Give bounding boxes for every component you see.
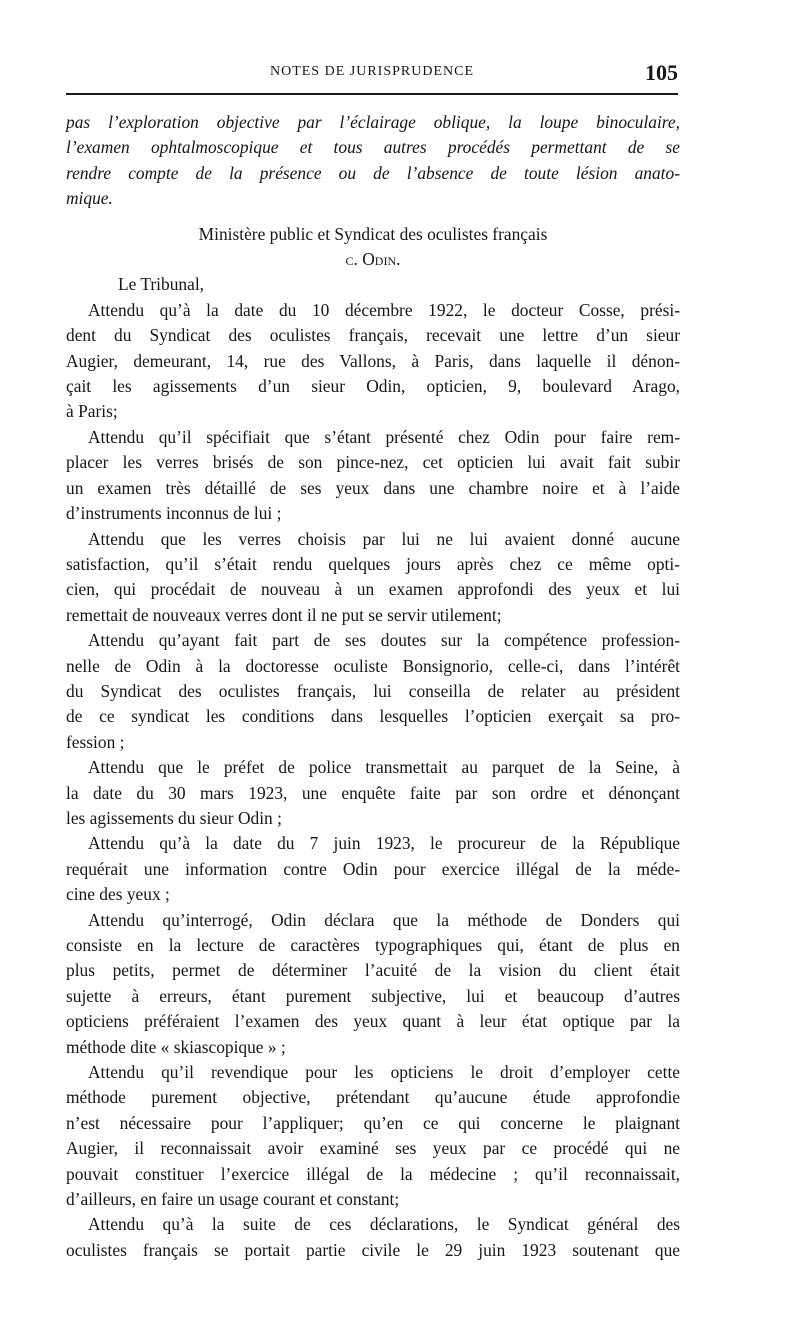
text-line: çait les agissements d’un sieur Odin, opticien, 9, boulevard Arago,: [66, 376, 680, 397]
text-line: Augier, il reconnaissait avoir examiné ses yeux par ce procédé qui ne: [66, 1138, 680, 1159]
text-line: requérait une information contre Odin pour exercice illégal de la méde-: [66, 858, 680, 879]
text-line: Attendu que le préfet de police transmettait au parquet de la Seine, à: [88, 757, 680, 778]
paragraph: [66, 425, 680, 527]
page-header: [66, 60, 678, 92]
text-line: d’instruments inconnus de lui ;: [66, 503, 282, 524]
text-line: Attendu qu’interrogé, Odin déclara que la méthode de Donders qui: [88, 909, 680, 930]
paragraph: [66, 755, 680, 831]
text-line: pouvait constituer l’exercice illégal de la médecine ; qu’il reconnaissait,: [66, 1163, 680, 1184]
text-line: dent du Syndicat des oculistes français, recevait une lettre d’un sieur: [66, 325, 680, 346]
paragraph: [66, 1060, 680, 1212]
paragraph: [66, 527, 680, 629]
text-line: cine des yeux ;: [66, 884, 170, 905]
text-line: un examen très détaillé de ses yeux dans une chambre noire et à l’aide: [66, 477, 680, 498]
summary-line: pas l’exploration objective par l’éclairage oblique, la loupe binoculaire,: [66, 112, 680, 132]
text-line: consiste en la lecture de caractères typographiques qui, étant de plus en: [66, 935, 680, 955]
text-line: du Syndicat des oculistes français, lui conseilla de relater au président: [66, 680, 680, 701]
text-line: cien, qui procédait de nouveau à un examen approfondi des yeux et lui: [66, 579, 680, 600]
text-line: Augier, demeurant, 14, rue des Vallons, à Paris, dans laquelle il dénon-: [66, 350, 680, 371]
court-heading: Le Tribunal,: [118, 274, 204, 295]
paragraph: [66, 908, 680, 1060]
text-line: les agissements du sieur Odin ;: [66, 807, 282, 828]
text-line: de ce syndicat les conditions dans lesquelles l’opticien exerçait sa pro-: [66, 706, 680, 727]
text-line: méthode dite « skiascopique » ;: [66, 1036, 286, 1057]
text-line: Attendu qu’ayant fait part de ses doutes sur la compétence profession-: [88, 630, 680, 651]
text-line: opticiens préféraient l’examen des yeux quant à leur état optique par la: [66, 1011, 680, 1032]
text-line: Attendu qu’il revendique pour les opticiens le droit d’employer cette: [88, 1062, 680, 1083]
text-line: Attendu qu’à la date du 7 juin 1923, le procureur de la République: [88, 833, 680, 854]
paragraph: [66, 1212, 680, 1263]
summary-line: rendre compte de la présence ou de l’absence de toute lésion anato-: [66, 162, 680, 183]
text-line: Attendu que les verres choisis par lui ne lui avaient donné aucune: [88, 528, 680, 549]
text-line: d’ailleurs, en faire un usage courant et constant;: [66, 1189, 400, 1210]
paragraph: [66, 628, 680, 755]
text-line: oculistes français se portait partie civile le 29 juin 1923 soutenant que: [66, 1239, 680, 1260]
text-line: Attendu qu’à la suite de ces déclarations, le Syndicat général des: [88, 1214, 680, 1235]
text-line: nelle de Odin à la doctoresse oculiste Bonsignorio, celle-ci, dans l’intérêt: [66, 655, 680, 676]
text-line: remettait de nouveaux verres dont il ne put se servir utilement;: [66, 604, 502, 625]
case-summary: [66, 110, 680, 212]
text-line: sujette à erreurs, étant purement subjective, lui et beaucoup d’autres: [66, 985, 680, 1006]
paragraph: [66, 298, 680, 425]
case-title: Ministère public et Syndicat des oculistes français: [198, 223, 548, 244]
summary-line: mique.: [66, 188, 113, 209]
paragraph: [66, 831, 680, 907]
text-line: à Paris;: [66, 401, 118, 422]
judgment-text: [66, 298, 680, 1263]
text-line: Attendu qu’il spécifiait que s’étant présenté chez Odin pour faire rem-: [88, 426, 680, 447]
text-line: satisfaction, qu’il s’était rendu quelques jours après chez ce même opti-: [66, 553, 680, 574]
text-line: Attendu qu’à la date du 10 décembre 1922, le docteur Cosse, prési-: [88, 299, 680, 320]
text-line: placer les verres brisés de son pince-nez, cet opticien lui avait fait subir: [66, 452, 680, 473]
header-rule: [66, 93, 678, 95]
running-head: NOTES DE JURISPRUDENCE: [269, 64, 474, 79]
case-title-defendant: c. Odin.: [345, 249, 401, 270]
text-line: fession ;: [66, 731, 125, 752]
text-line: la date du 30 mars 1923, une enquête faite par son ordre et dénonçant: [66, 782, 680, 803]
page-number: 105: [645, 60, 678, 85]
page-body: [66, 110, 680, 1263]
text-line: n’est nécessaire pour l’appliquer; qu’en ce qui concerne le plaignant: [66, 1112, 680, 1133]
text-line: méthode purement objective, prétendant qu’aucune étude approfondie: [66, 1087, 680, 1108]
summary-line: l’examen ophtalmoscopique et tous autres procédés permettant de se: [66, 137, 680, 158]
text-line: plus petits, permet de déterminer l’acuité de la vision du client était: [66, 960, 680, 981]
